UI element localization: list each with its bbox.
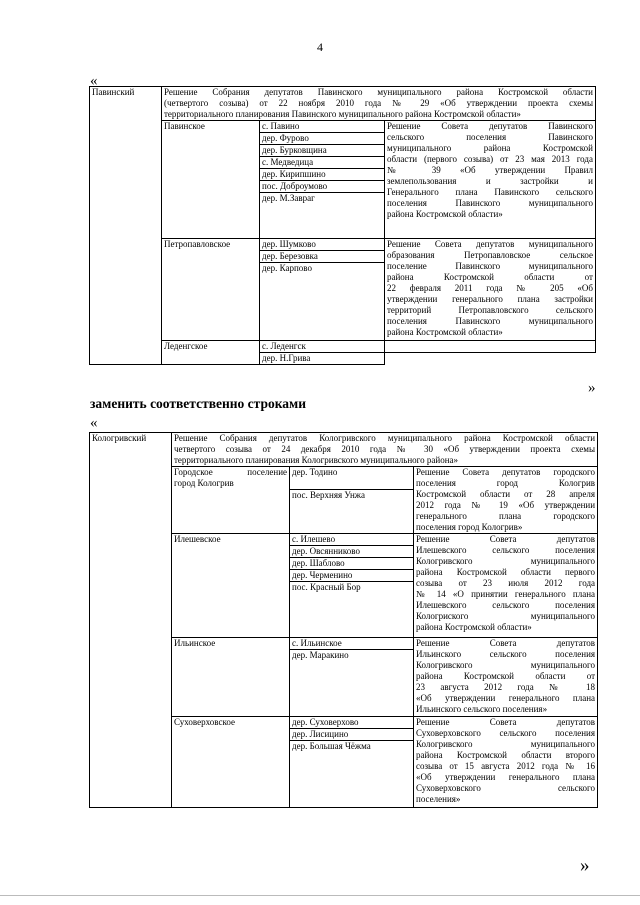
locality: дер. Карпово — [260, 263, 385, 275]
table-row — [90, 87, 596, 121]
settlement-name: Городское поселение город Кологрив — [172, 467, 290, 534]
settlement-decision: Решение Совета депутатов Илешевского сельского поселения Кологривского муниципального района Костромской области первого созыва от 23 июля 2012 года № 14 «О принятии генерального плана Илешевского сельского поселения Кологриского муниципального района Костромской области» — [414, 534, 598, 638]
settlement-name: Леденгское — [162, 341, 260, 365]
district-decision: Решение Собрания депутатов Кологривского муниципального района Костромской области четвертого созыва от 24 декабря 2010 года № 30 «Об утверждении проекта схемы территориального планирования Кологривского муниципального района» — [172, 433, 598, 467]
closing-quote-old: » — [588, 380, 596, 396]
table-row — [90, 341, 596, 353]
settlement-decision-empty — [385, 353, 596, 365]
table-row — [90, 239, 596, 251]
locality: дер. Фурово — [260, 133, 385, 145]
locality: дер. Шаблово — [290, 558, 414, 570]
opening-quote-old: « — [90, 73, 98, 89]
page-number: 4 — [317, 40, 323, 54]
table-row — [90, 121, 596, 133]
old-settlements-table — [89, 86, 596, 365]
settlement-name: Петропавловское — [162, 239, 260, 341]
closing-quote-new: » — [580, 855, 590, 876]
locality: дер. Тодино — [290, 467, 414, 490]
locality: дер. Черменино — [290, 570, 414, 582]
locality: дер. Лисицино — [290, 729, 414, 741]
locality: дер. Овсянниково — [290, 546, 414, 558]
table-row — [90, 433, 598, 467]
locality: дер. Суховерхово — [290, 717, 414, 729]
locality: дер. М.Завраг — [260, 193, 385, 239]
settlement-name: Ильинское — [172, 638, 290, 717]
settlement-decision: Решение Совета депутатов Ильинского сельского поселения Кологривского муниципального района Костромской области от 23 августа 2012 года № 18 «Об утверждении генерального плана Ильинского сельского поселения» — [414, 638, 598, 717]
new-settlements-table — [89, 432, 598, 808]
page-bottom-rule — [0, 895, 640, 896]
opening-quote-new: « — [90, 415, 98, 431]
locality: дер. Н.Грива — [260, 353, 385, 365]
locality: дер. Шумково — [260, 239, 385, 251]
locality-empty — [260, 274, 385, 341]
settlement-decision: Решение Совета депутатов муниципального образования Петропавловское сельское поселение Павинского муниципального района Костромской области от 22 февраля 2011 года № 205 «Об утверждении генерального плана застройки территорий Петропавловского сельского поселения Павинского муниципального района Костромской области» — [385, 239, 596, 341]
locality: с. Ильинское — [290, 638, 414, 650]
locality: пос. Красный Бор — [290, 582, 414, 638]
locality: пос. Верхняя Унжа — [290, 490, 414, 534]
settlement-name: Суховерховское — [172, 717, 290, 808]
district-decision: Решение Собрания депутатов Павинского муниципального района Костромской области (четвертого созыва) от 22 ноября 2010 года № 29 «Об утверждении проекта схемы территориального планирования Павинского муниципального района Костромской области» — [162, 87, 596, 121]
settlement-decision: Решение Совета депутатов городского поселения город Кологрив Костромской области от 28 апреля 2012 года № 19 «Об утверждении генерального плана городского поселения город Кологрив» — [414, 467, 598, 534]
district-name: Павинский — [90, 87, 162, 365]
settlement-name: Павинское — [162, 121, 260, 239]
locality: с. Леденгск — [260, 341, 385, 353]
locality: дер. Большая Чёжма — [290, 741, 414, 808]
settlement-name: Илешевское — [172, 534, 290, 638]
settlement-decision: Решение Совета депутатов Суховерховского сельского поселения Кологривского муниципального района Костромской области второго созыва от 15 августа 2012 года № 16 «Об утверждении генерального плана Суховерховского сельского поселения» — [414, 717, 598, 808]
settlement-decision: Решение Совета депутатов Павинского сельского поселения Павинского муниципального района Костромской области (первого созыва) от 23 мая 2013 года № 39 «Об утверждении Правил землепользования и застройки и Генерального плана Павинского сельского поселения Павинского муниципального района Костромской области» — [385, 121, 596, 239]
locality: дер. Маракино — [290, 650, 414, 717]
locality: с. Илешево — [290, 534, 414, 546]
locality: пос. Доброумово — [260, 181, 385, 193]
district-name: Кологривский — [90, 433, 172, 808]
locality: с. Павино — [260, 121, 385, 133]
settlement-decision-empty — [385, 341, 596, 353]
locality: дер. Кирипшино — [260, 169, 385, 181]
replace-heading: заменить соответственно строками — [90, 396, 307, 411]
locality: с. Медведица — [260, 157, 385, 169]
locality: дер. Бурковщина — [260, 145, 385, 157]
locality: дер. Березовка — [260, 251, 385, 263]
